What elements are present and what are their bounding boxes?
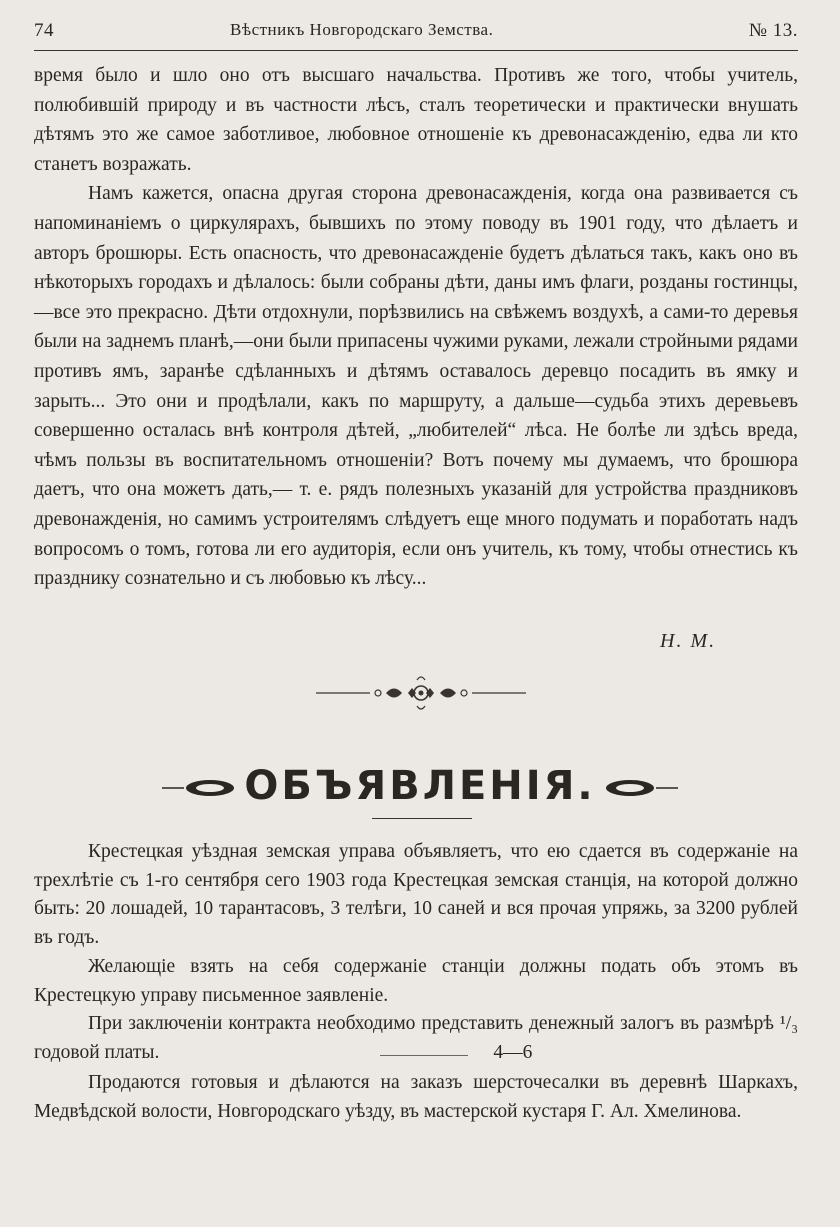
run-number: 4—6 bbox=[493, 1041, 533, 1063]
page-number: 74 bbox=[34, 20, 54, 41]
announcement-paragraph: Желающіе взять на себя содержаніе станціи должны подать объ этомъ въ Крестецкую управу письменное заявленіе. bbox=[34, 955, 798, 1006]
right-flourish-icon bbox=[600, 776, 680, 800]
announcement-separator bbox=[380, 1055, 468, 1056]
issue-number: № 13. bbox=[748, 20, 798, 41]
announcement-paragraph: Продаются готовыя и дѣлаются на заказъ шерсточесалки въ деревнѣ Шаркахъ, Медвѣдской волости, Новгородскаго уѣзду, въ мастерской кустаря Г. Ал. Хмелинова. bbox=[34, 1072, 798, 1122]
journal-title: Вѣстникъ Новгородскаго Земства. bbox=[230, 20, 494, 39]
left-flourish-icon bbox=[160, 776, 240, 800]
announcement-block bbox=[34, 1068, 798, 1126]
announcements-heading bbox=[160, 758, 680, 820]
announcement-text: При заключеніи контракта необходимо представить денежный залогъ въ размѣрѣ ¹/₃ годовой платы. bbox=[34, 1013, 798, 1063]
article-paragraph: Намъ кажется, опасна другая сторона древонасажденія, когда она развивается съ напоминаніемъ о циркулярахъ, бывшихъ по этому поводу въ 1901 году, что дѣлаетъ и авторъ брошюры. Есть опасность, что древонасажденіе будетъ дѣлаться такъ, какъ оно въ нѣкоторыхъ городахъ и дѣлалось: были собраны дѣти, даны имъ флаги, розданы гостинцы,—все это прекрасно. Дѣти отдохнули, порѣзвились на свѣжемъ воздухѣ, а сами-то деревья были на заднемъ планѣ,—они были припасены чужими руками, лежали стройными рядами противъ ямъ, заранѣе сдѣланныхъ и дѣтямъ оставалось деревцо посадить въ ямку и зарыть... Это они и продѣлали, какъ по маршруту, а дальше—судьба этихъ деревьевъ совершенно осталась внѣ контроля дѣтей, „любителей“ лѣса. Не болѣе ли здѣсь вреда, чѣмъ пользы въ воспитательномъ отношеніи? Вотъ почему мы думаемъ, что брошюра даетъ, что она можетъ дать,— т. е. рядъ полезныхъ указаній для устройства праздниковъ древонажденія, но самимъ устроителямъ слѣдуетъ еще много подумать и поработать надъ вопросомъ о томъ, готова ли его аудиторія, если онъ учитель, къ тому, чтобы отнестись къ празднику сознательно и съ любовью къ лѣсу... bbox=[34, 183, 798, 590]
announcement-block bbox=[34, 838, 798, 1068]
article-body bbox=[34, 61, 798, 594]
ornament-divider-icon bbox=[316, 672, 526, 714]
page-header bbox=[34, 20, 798, 46]
announcements-title: ОБЪЯВЛЕНІЯ. bbox=[244, 763, 596, 809]
header-rule bbox=[34, 50, 798, 51]
announcement-paragraph bbox=[34, 1010, 798, 1067]
heading-rule bbox=[372, 818, 472, 819]
article-paragraph: время было и шло оно отъ высшаго начальства. Противъ же того, чтобы учитель, полюбившій природу и въ частности лѣсъ, сталъ теоретически и практически внушать дѣтямъ это же самое заботливое, любовное отношеніе къ древонасажденію, едва ли кто станетъ возражать. bbox=[34, 65, 798, 175]
announcement-paragraph: Крестецкая уѣздная земская управа объявляетъ, что ею сдается въ содержаніе на трехлѣтіе съ 1-го сентября сего 1903 года Крестецкая земская станція, на которой должно быть: 20 лошадей, 10 тарантасовъ, 3 телѣги, 10 саней и вся прочая упряжь, за 3200 рублей въ годъ. bbox=[34, 841, 798, 949]
article-signature: Н. М. bbox=[660, 630, 717, 652]
